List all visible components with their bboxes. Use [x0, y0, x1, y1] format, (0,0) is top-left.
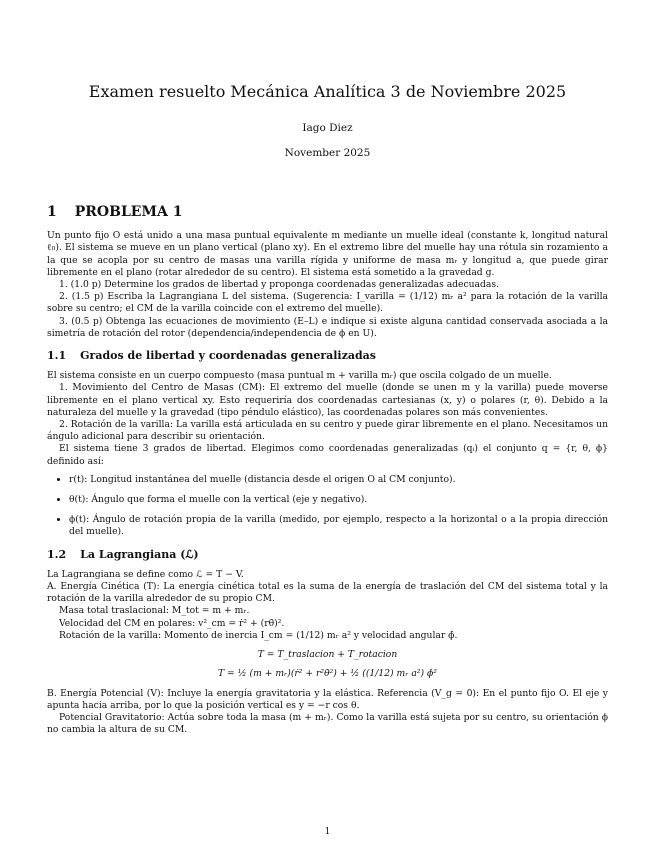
paragraph: El sistema consiste en un cuerpo compuesto (masa puntual m + varilla mᵣ) que oscila colgado de un muelle.	[47, 370, 552, 382]
document-date: November 2025	[284, 147, 371, 159]
paragraph: 2. Rotación de la varilla: La varilla está articulada en su centro y puede girar libremente en el plano. Necesitamos un ángulo adicional para describir su orientación.	[47, 419, 608, 443]
question-1: 1. (1.0 p) Determine los grados de libertad y proponga coordenadas generalizadas adecuadas.	[59, 279, 500, 291]
paragraph: Rotación de la varilla: Momento de inercia I_cm = (1/12) mᵣ a² y velocidad angular ϕ̇.	[59, 629, 458, 641]
subsection-number: 1.1	[47, 349, 67, 363]
section-number: 1	[47, 204, 57, 220]
subsection-number: 1.2	[47, 547, 67, 561]
question-2: 2. (1.5 p) Escriba la Lagrangiana L del sistema. (Sugerencia: I_varilla = (1/12) mᵣ a² para la rotación de la varilla sobre su centro; el CM de la varilla coincide con el extremo del muelle).	[47, 291, 608, 315]
problem-statement: Un punto fijo O está unido a una masa puntual equivalente m mediante un muelle ideal (constante k, longitud natural ℓ₀). El sistema se mueve en un plano vertical (plano xy). En el extremo libre del muelle hay una rótula sin rozamiento a la que se acopla por su centro de masas una varilla rígida y uniforme de masa mᵣ y longitud a, que puede girar libremente en el plano (rotar alrededor de su centro). El sistema está sometido a la gravedad g.	[47, 230, 608, 278]
document-title: Examen resuelto Mecánica Analítica 3 de Noviembre 2025	[88, 82, 567, 101]
document-author: Iago Diez	[302, 122, 353, 134]
paragraph: A. Energía Cinética (T): La energía cinética total es la suma de la energía de traslación del CM del sistema total y la rotación de la varilla alrededor de su propio CM.	[47, 581, 608, 605]
paragraph: La Lagrangiana se define como ℒ = T − V.	[47, 568, 244, 580]
section-1-1-heading	[47, 350, 608, 362]
list-item: • θ(t): Ángulo que forma el muelle con la vertical (eje y negativo).	[69, 494, 608, 506]
paragraph: 1. Movimiento del Centro de Masas (CM): El extremo del muelle (donde se unen m y la varilla) puede moverse libremente en el plano vertical xy. Esto requeriría dos coordenadas cartesianas (x, y) o polares (r, θ). Debido a la naturaleza del muelle y la gravedad (tipo péndulo elástico), las coordenadas polares son más convenientes.	[47, 382, 608, 418]
paragraph: Potencial Gravitatorio: Actúa sobre toda la masa (m + mᵣ). Como la varilla está sujeta por su centro, su orientación ϕ no cambia la altura de su CM.	[47, 711, 608, 736]
list-item: • ϕ(t): Ángulo de rotación propia de la varilla (medido, por ejemplo, respecto a la horizontal o a la propia dirección del muelle).	[69, 514, 608, 538]
paragraph: El sistema tiene 3 grados de libertad. Elegimos como coordenadas generalizadas (qᵢ) el conjunto q = {r, θ, ϕ} definido así:	[47, 443, 608, 467]
equation: T = T_traslacion + T_rotacion	[257, 649, 398, 661]
list-item: • r(t): Longitud instantánea del muelle (distancia desde el origen O al CM conjunto).	[69, 474, 608, 486]
document-body	[47, 206, 608, 736]
page-number: 1	[324, 827, 331, 837]
section-1-heading	[47, 206, 608, 218]
subsection-title: La Lagrangiana (ℒ)	[80, 547, 199, 561]
section-title: PROBLEMA 1	[74, 204, 183, 220]
coordinates-list	[47, 474, 608, 539]
subsection-title: Grados de libertad y coordenadas generalizadas	[80, 349, 376, 363]
question-3: 3. (0.5 p) Obtenga las ecuaciones de movimiento (E–L) e indique si existe alguna cantidad conservada asociada a la simetría de rotación del rotor (dependencia/independencia de ϕ en U).	[47, 315, 608, 339]
paragraph: Masa total traslacional: M_tot = m + mᵣ.	[59, 605, 250, 617]
section-1-2-heading	[47, 549, 608, 561]
paragraph: B. Energía Potencial (V): Incluye la energía gravitatoria y la elástica. Referencia (V_g = 0): En el punto fijo O. El eje y apunta hacia arriba, por lo que la posición vertical es y = −r cos θ.	[47, 687, 608, 711]
equation: T = ½ (m + mᵣ)(ṙ² + r²θ̇²) + ½ ((1/12) mᵣ a²) ϕ̇²	[218, 668, 437, 680]
paragraph: Velocidad del CM en polares: v²_cm = ṙ² + (rθ̇)².	[59, 617, 285, 629]
